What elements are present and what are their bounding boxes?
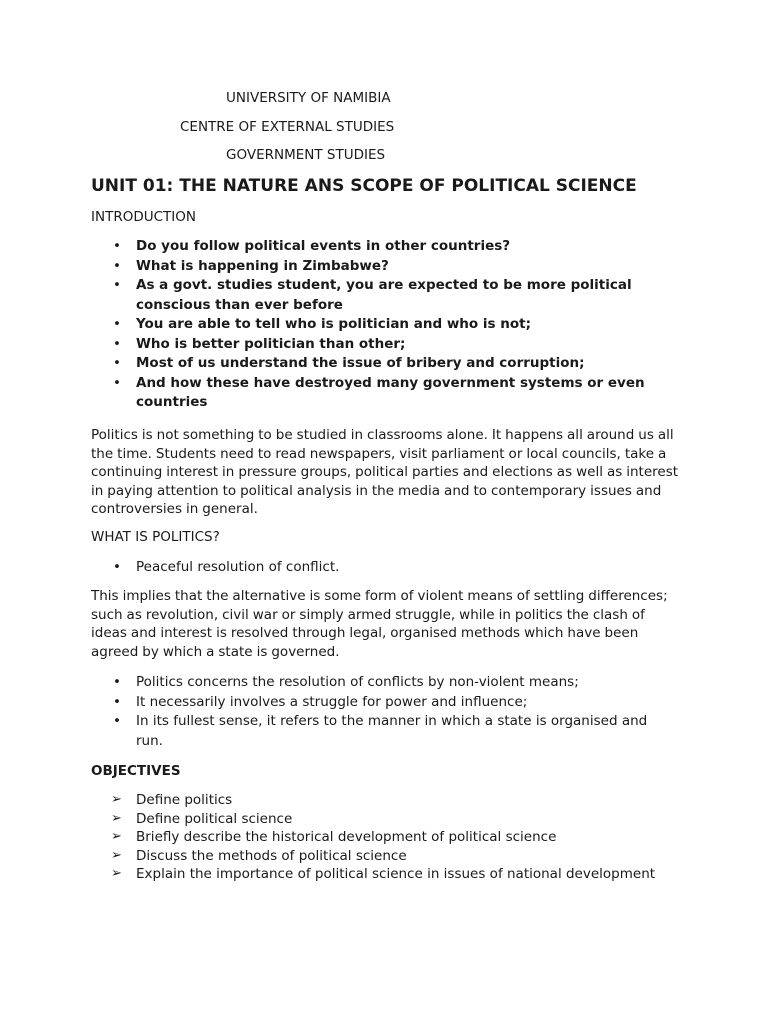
introduction-heading: INTRODUCTION [91, 209, 196, 225]
list-item: ➢ Discuss the methods of political science [111, 847, 407, 864]
bullet-icon: • [113, 257, 121, 274]
arrow-bullet-icon: ➢ [111, 866, 122, 882]
list-item: • And how these have destroyed many government systems or even countries [113, 374, 645, 410]
list-item: ➢ Define politics [111, 792, 233, 808]
bullet-icon: • [113, 335, 121, 352]
bullet-icon: • [113, 277, 121, 293]
what-is-politics-heading: WHAT IS POLITICS? [91, 529, 220, 545]
politics-paragraph: This implies that the alternative is some form of violent means of settling differences; such as revolution, civil war or simply armed struggle, while in politics the clash of ideas and interest is resolved through legal, organised methods which have been agreed by which a state is governed. [91, 588, 668, 660]
list-item: ➢ Define political science [111, 810, 293, 827]
list-item: • Politics concerns the resolution of conflicts by non-violent means; [91, 673, 691, 693]
bullet-icon: • [113, 693, 121, 710]
university-name: UNIVERSITY OF NAMIBIA [226, 90, 391, 106]
bullet-icon: • [113, 355, 121, 371]
arrow-bullet-icon: ➢ [111, 810, 122, 826]
objectives-list [91, 791, 691, 884]
introduction-bullet-list [91, 237, 691, 413]
introduction-paragraph: Politics is not something to be studied in classrooms alone. It happens all around us all the time. Students need to read newspapers, visit parliament or local councils, take a continuing interest in pressure groups, political parties and elections as well as interest in paying attention to political analysis in the media and to contemporary issues and controversies in general. [91, 427, 679, 518]
list-item: • What is happening in Zimbabwe? [91, 257, 691, 277]
list-item: • In its fullest sense, it refers to the manner in which a state is organised and run. [113, 713, 648, 749]
list-item: ➢ Briefly describe the historical development of political science [111, 829, 557, 846]
list-item: • You are able to tell who is politician and who is not; [91, 315, 691, 335]
list-item: ➢ Explain the importance of political science in issues of national development [111, 866, 656, 883]
bullet-icon: • [113, 713, 121, 729]
arrow-bullet-icon: ➢ [111, 792, 122, 807]
politics-points-list [91, 673, 691, 751]
bullet-icon: • [113, 238, 121, 254]
arrow-bullet-icon: ➢ [111, 829, 122, 845]
department-name: GOVERNMENT STUDIES [226, 147, 386, 163]
bullet-icon: • [113, 674, 121, 690]
list-item: • Peaceful resolution of conflict. [91, 558, 691, 578]
bullet-icon: • [113, 316, 121, 332]
list-item: • Most of us understand the issue of bribery and corruption; [91, 354, 691, 374]
politics-definition-list [91, 558, 691, 578]
objectives-heading: OBJECTIVES [91, 763, 181, 779]
list-item: • Do you follow political events in other countries? [91, 237, 691, 257]
unit-title: UNIT 01: THE NATURE ANS SCOPE OF POLITICAL SCIENCE [91, 176, 637, 196]
list-item: • Who is better politician than other; [91, 335, 691, 355]
bullet-icon: • [113, 374, 121, 391]
list-item: • It necessarily involves a struggle for power and influence; [91, 693, 691, 713]
arrow-bullet-icon: ➢ [111, 847, 122, 863]
bullet-icon: • [113, 559, 121, 575]
list-item: • As a govt. studies student, you are expected to be more political conscious than ever before [113, 277, 632, 313]
centre-name: CENTRE OF EXTERNAL STUDIES [180, 119, 395, 135]
